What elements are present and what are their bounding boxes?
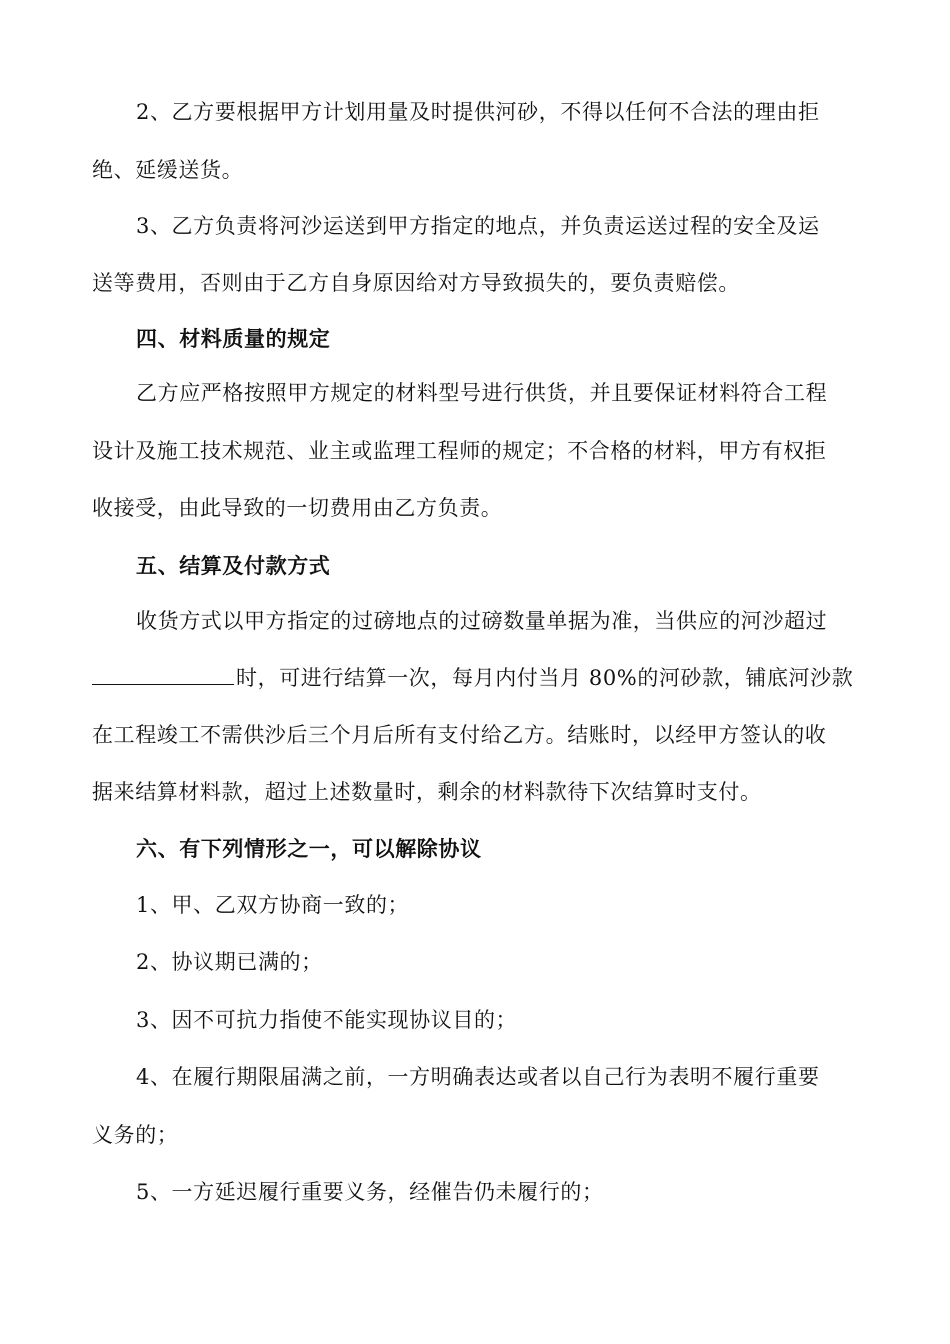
section-6-item-2: 2、协议期已满的； xyxy=(136,950,323,974)
section-4-line-1: 乙方应严格按照甲方规定的材料型号进行供货，并且要保证材料符合工程 xyxy=(136,381,828,405)
clause-item-2-line-1: 2、乙方要根据甲方计划用量及时提供河砂，不得以任何不合法的理由拒 xyxy=(136,100,820,124)
section-5-line-2-text: 时，可进行结算一次，每月内付当月 80%的河砂款，铺底河沙款 xyxy=(236,666,854,690)
clause-item-3-line-1: 3、乙方负责将河沙运送到甲方指定的地点，并负责运送过程的安全及运 xyxy=(136,214,820,238)
section-6-item-4-line-2: 义务的； xyxy=(92,1123,179,1147)
fill-in-blank xyxy=(92,662,234,685)
section-5-heading: 五、结算及付款方式 xyxy=(136,553,331,578)
clause-item-2-line-2: 绝、延缓送货。 xyxy=(92,158,244,182)
section-6-heading: 六、有下列情形之一，可以解除协议 xyxy=(136,836,482,861)
section-4-line-3: 收接受，由此导致的一切费用由乙方负责。 xyxy=(92,496,503,520)
section-6-item-4-line-1: 4、在履行期限届满之前，一方明确表达或者以自己行为表明不履行重要 xyxy=(136,1065,820,1089)
section-6-item-5: 5、一方延迟履行重要义务，经催告仍未履行的； xyxy=(136,1180,604,1204)
section-5-line-3: 在工程竣工不需供沙后三个月后所有支付给乙方。结账时，以经甲方签认的收 xyxy=(92,723,827,747)
section-5-line-4: 据来结算材料款，超过上述数量时，剩余的材料款待下次结算时支付。 xyxy=(92,780,762,804)
section-6-item-3: 3、因不可抗力指使不能实现协议目的； xyxy=(136,1008,518,1032)
clause-item-3-line-2: 送等费用，否则由于乙方自身原因给对方导致损失的，要负责赔偿。 xyxy=(92,271,740,295)
section-5-line-1: 收货方式以甲方指定的过磅地点的过磅数量单据为准，当供应的河沙超过 xyxy=(136,609,828,633)
section-4-line-2: 设计及施工技术规范、业主或监理工程师的规定；不合格的材料，甲方有权拒 xyxy=(92,439,827,463)
section-5-line-2 xyxy=(92,662,853,693)
section-4-heading: 四、材料质量的规定 xyxy=(136,326,331,351)
section-6-item-1: 1、甲、乙双方协商一致的； xyxy=(136,893,410,917)
